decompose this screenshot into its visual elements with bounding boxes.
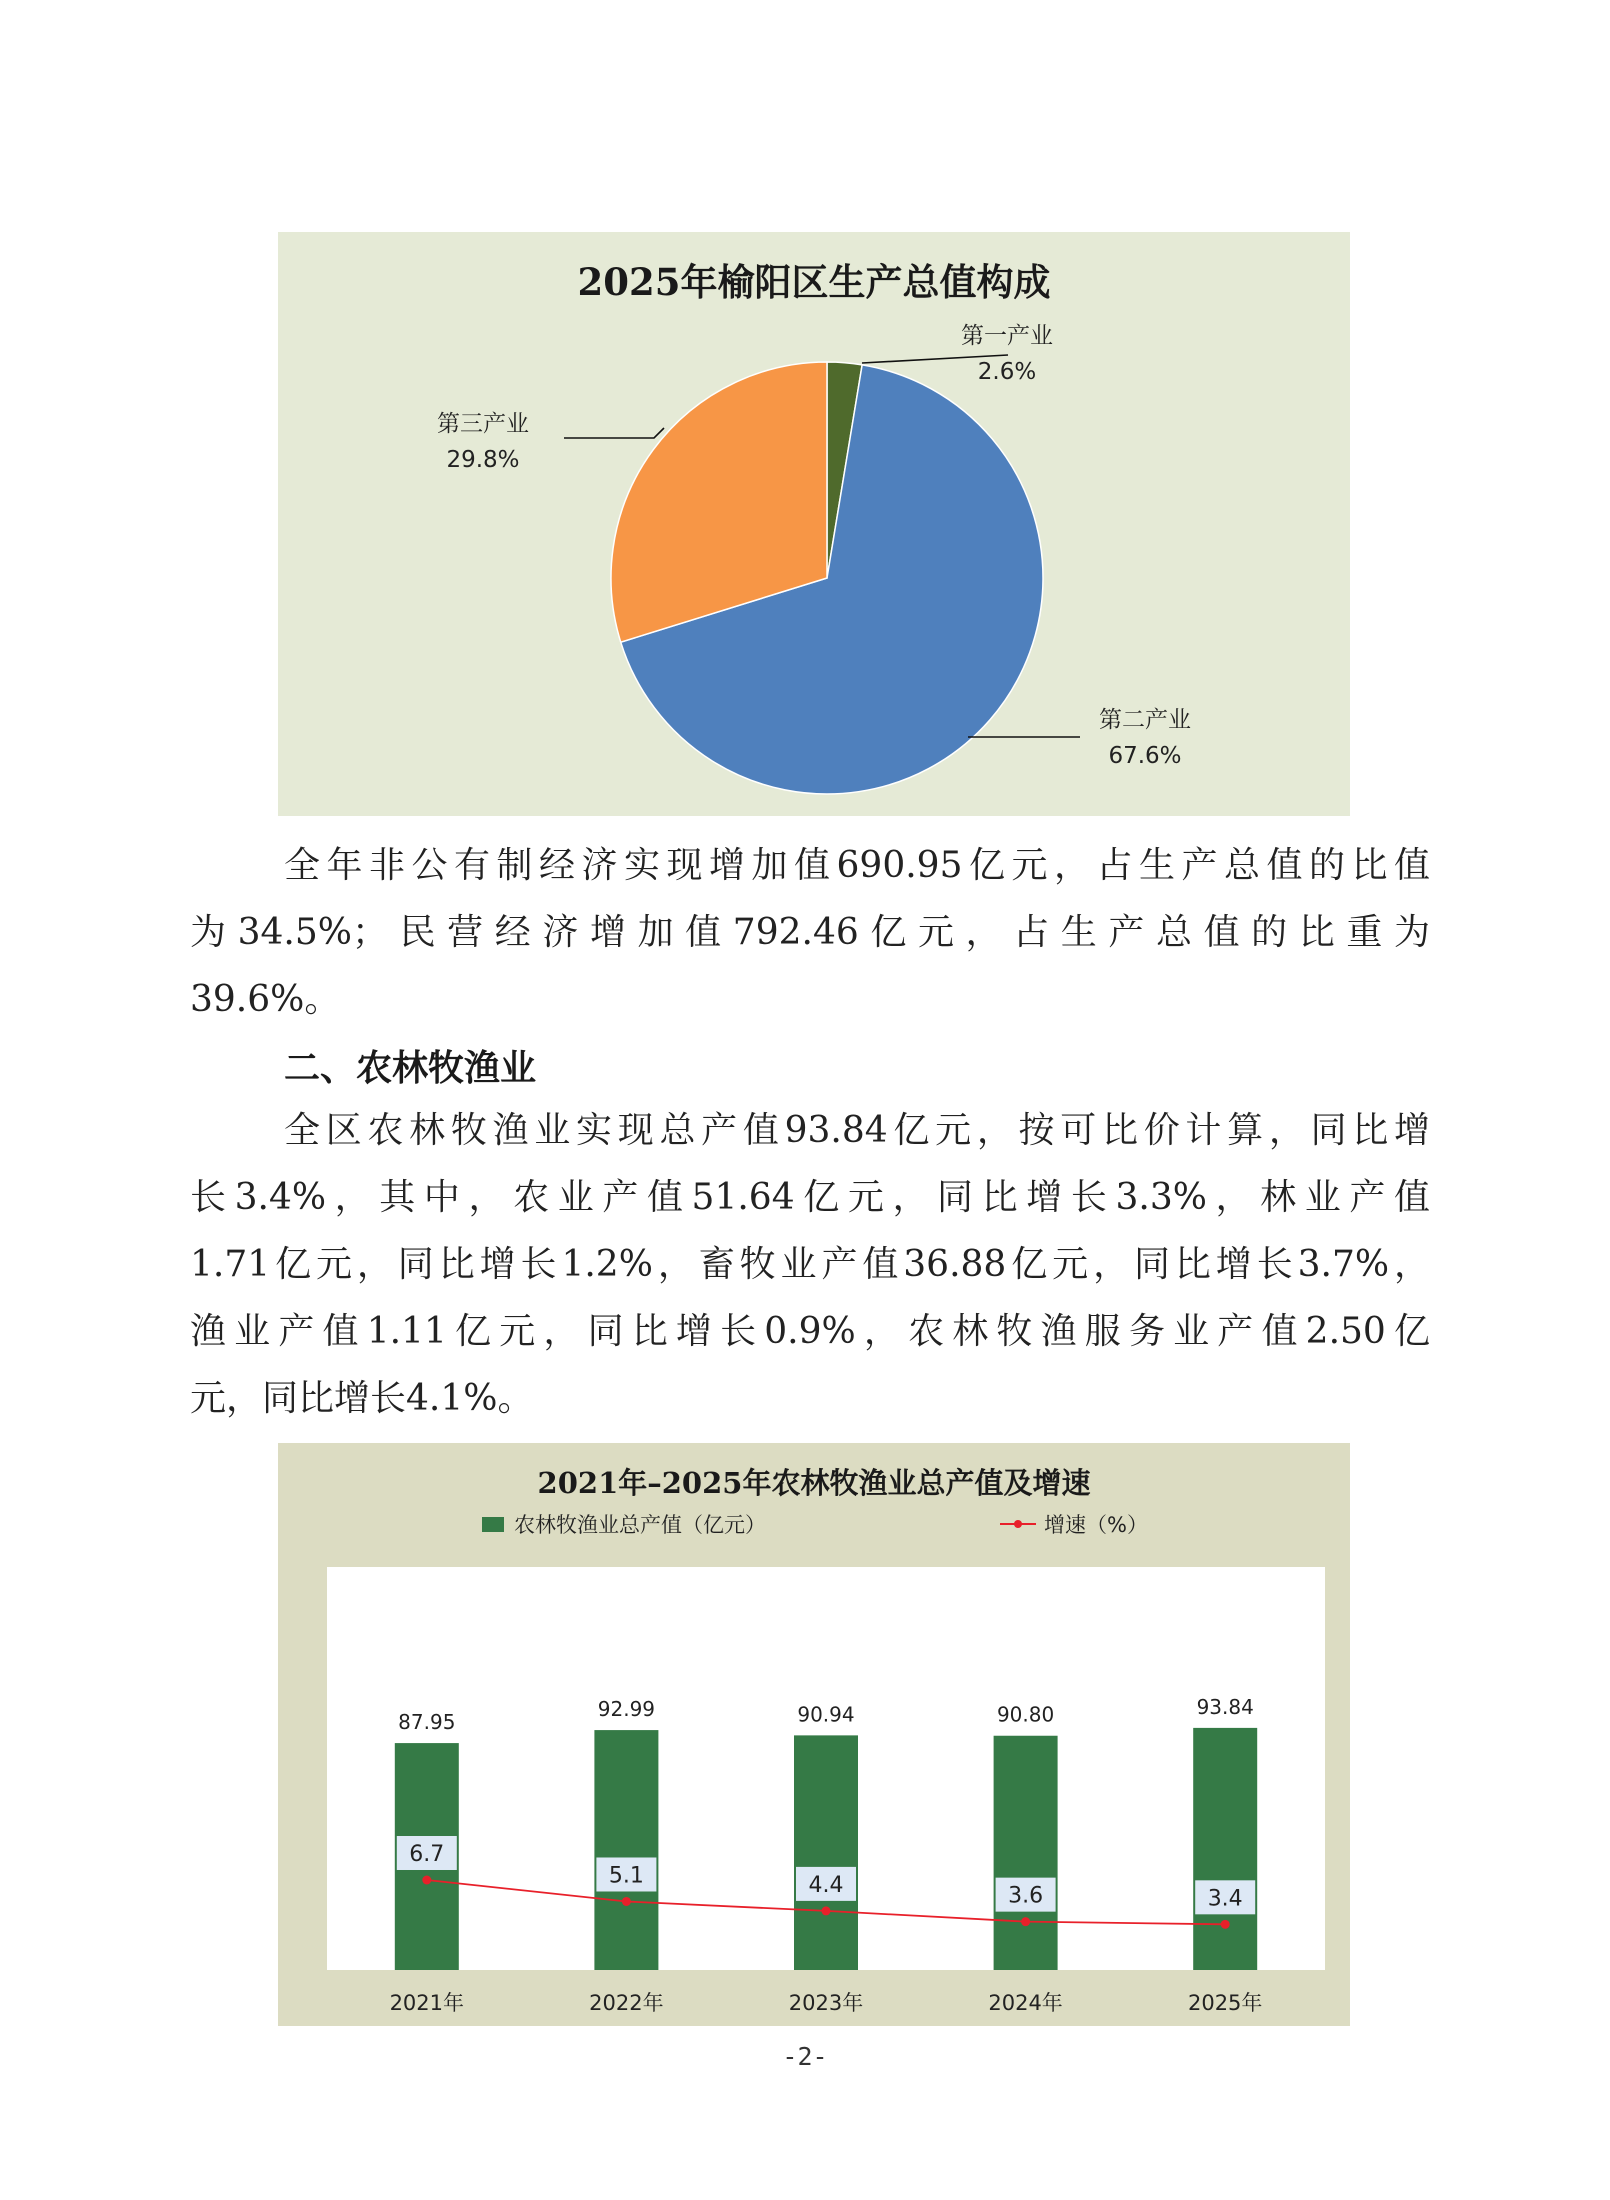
bar-5: [1193, 1728, 1257, 1970]
pie-label-first-name: 第一产业: [961, 323, 1053, 349]
pie-label-third: [418, 406, 548, 478]
legend-bar-label: 农林牧渔业总产值（亿元）: [514, 1513, 766, 1537]
pie-label-second-name: 第二产业: [1099, 707, 1191, 733]
paragraph-line: 长3.4%，其中，农业产值51.64亿元，同比增长3.3%，林业产值: [190, 1177, 1430, 1218]
pie-chart-title: 2025年榆阳区生产总值构成: [577, 260, 1051, 304]
paragraph-agriculture: [190, 1097, 1430, 1432]
pie-label-first: [942, 318, 1072, 390]
bar-chart-panel: [278, 1443, 1350, 2026]
x-tick-label: 2022年: [589, 1991, 664, 2015]
pie-chart-panel: [278, 232, 1350, 816]
bar-4: [994, 1736, 1058, 1970]
bar-value-label: 93.84: [1196, 1694, 1254, 1719]
leader-line-third: [564, 428, 664, 438]
bar-value-label: 92.99: [597, 1697, 656, 1722]
growth-point: [422, 1875, 431, 1884]
page-number: -2-: [782, 2042, 828, 2071]
pie-label-third-name: 第三产业: [437, 411, 529, 437]
paragraph-line: 渔业产值1.11亿元，同比增长0.9%，农林牧渔服务业产值2.50亿: [190, 1311, 1430, 1352]
bar-value-label: 87.95: [398, 1710, 456, 1735]
paragraph-line: 全年非公有制经济实现增加值690.95亿元，占生产总值的比值: [284, 845, 1430, 886]
legend-line-label: 增速（%）: [1044, 1513, 1148, 1537]
bar-chart: [278, 1443, 1350, 2026]
bar-value-label: 90.80: [996, 1702, 1055, 1727]
paragraph-line: 全区农林牧渔业实现总产值93.84亿元，按可比价计算，同比增: [284, 1110, 1430, 1151]
x-tick-label: 2024年: [988, 1991, 1063, 2015]
paragraph-line: 39.6%。: [190, 979, 341, 1020]
growth-point: [822, 1906, 831, 1915]
x-tick-label: 2023年: [788, 1991, 864, 2015]
growth-value-label: 3.4: [1207, 1886, 1243, 1912]
growth-point: [1221, 1920, 1230, 1929]
growth-value-label: 4.4: [808, 1872, 844, 1898]
paragraph-line: 元，同比增长4.1%。: [190, 1378, 534, 1419]
x-tick-label: 2025年: [1187, 1991, 1263, 2015]
bar-3: [794, 1735, 858, 1970]
pie-label-second-value: 67.6%: [1108, 743, 1182, 769]
paragraph-nonpublic-economy: [190, 832, 1430, 1033]
section-heading-agriculture: 二、农林牧渔业: [284, 1048, 537, 1089]
bar-value-label: 90.94: [797, 1702, 855, 1727]
pie-label-first-value: 2.6%: [977, 359, 1037, 385]
x-tick-label: 2021年: [389, 1991, 465, 2015]
bar-2: [594, 1730, 658, 1970]
bar-chart-title: 2021年–2025年农林牧渔业总产值及增速: [537, 1466, 1091, 1500]
paragraph-line: 1.71亿元，同比增长1.2%，畜牧业产值36.88亿元，同比增长3.7%，: [190, 1244, 1430, 1285]
growth-value-label: 3.6: [1008, 1883, 1044, 1909]
pie-label-second: [1080, 702, 1210, 774]
paragraph-line: 为34.5%；民营经济增加值792.46亿元，占生产总值的比重为: [190, 912, 1430, 953]
growth-value-label: 6.7: [409, 1841, 445, 1867]
growth-point: [622, 1897, 631, 1906]
growth-value-label: 5.1: [608, 1863, 644, 1889]
pie-label-third-value: 29.8%: [446, 447, 520, 473]
growth-point: [1021, 1917, 1030, 1926]
